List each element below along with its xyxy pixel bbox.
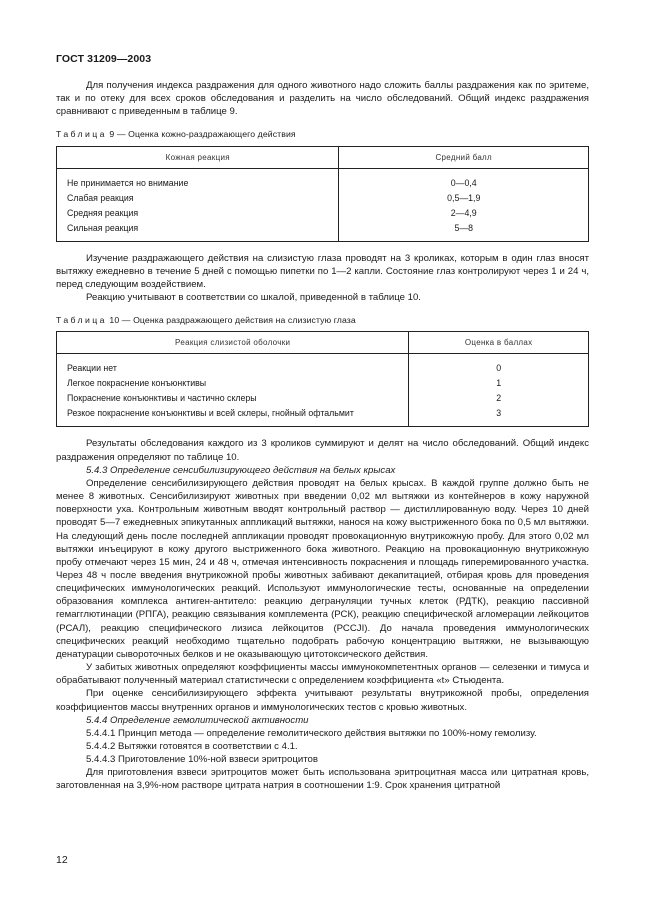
table9-header-reaction: Кожная реакция bbox=[57, 146, 339, 168]
table9-cell-reaction: Не принимается но внимание bbox=[57, 168, 339, 191]
table9-cell-score: 5—8 bbox=[339, 221, 589, 242]
table10-cell-score: 0 bbox=[409, 354, 589, 377]
table10-cell-score: 1 bbox=[409, 376, 589, 391]
table9-caption-text: 9 — Оценка кожно-раздражающего действия bbox=[106, 129, 296, 140]
paragraph-irritation-index: Для получения индекса раздражения для одного животного надо сложить баллы раздражения как по эритеме, так и по отеку для всех сроков обследования и разделить на число обследований. Общий индекс раздражения сравнивают с приведенным в таблице 9. bbox=[56, 80, 589, 118]
table-row bbox=[57, 406, 589, 427]
section-heading-5-4-4-text: 5.4.4 Определение гемолитической активности bbox=[86, 714, 309, 726]
document-header: ГОСТ 31209—2003 bbox=[56, 53, 152, 65]
table10-cell-reaction: Покраснение конъюнктивы и частично склеры bbox=[57, 391, 409, 406]
page-number: 12 bbox=[56, 854, 68, 866]
table9-caption-prefix: Таблица bbox=[56, 129, 107, 140]
table-row bbox=[57, 168, 589, 191]
table-row bbox=[57, 206, 589, 221]
table10-cell-reaction: Легкое покраснение конъюнктивы bbox=[57, 376, 409, 391]
paragraph-erythrocyte-suspension: Для приготовления взвеси эритроцитов может быть использована эритроцитная масса или цитратная кровь, заготовленная на 3,9%-ном растворе цитрата натрия в соотношении 1:9. Срок хранения цитратной bbox=[56, 767, 589, 792]
table9-cell-score: 2—4,9 bbox=[339, 206, 589, 221]
paragraph-eye-results: Результаты обследования каждого из 3 кроликов суммируют и делят на число обследований. Общий индекс раздражения определяют по таблице 10. bbox=[56, 438, 589, 463]
table9-cell-reaction: Слабая реакция bbox=[57, 191, 339, 206]
table10-header-score: Оценка в баллах bbox=[409, 332, 589, 354]
table10-header-reaction: Реакция слизистой оболочки bbox=[57, 332, 409, 354]
table-row bbox=[57, 376, 589, 391]
table10-caption bbox=[56, 314, 589, 327]
table10-caption-text: 10 — Оценка раздражающего действия на слизистую глаза bbox=[106, 315, 356, 326]
table-row bbox=[57, 221, 589, 242]
table10-cell-reaction: Резкое покраснение конъюнктивы и всей склеры, гнойный офтальмит bbox=[57, 406, 409, 427]
document-body bbox=[56, 79, 589, 793]
table10-cell-score: 3 bbox=[409, 406, 589, 427]
table9 bbox=[56, 146, 589, 242]
table10-caption-prefix: Таблица bbox=[56, 315, 107, 326]
paragraph-organ-mass: У забитых животных определяют коэффициенты массы иммунокомпетентных органов — селезенки и тимуса и обрабатывают полученный материал статистически с определением коэффициента «t» Стьюдента. bbox=[56, 662, 589, 687]
table9-cell-score: 0,5—1,9 bbox=[339, 191, 589, 206]
table10-cell-score: 2 bbox=[409, 391, 589, 406]
table-row bbox=[57, 191, 589, 206]
table9-cell-reaction: Средняя реакция bbox=[57, 206, 339, 221]
table9-cell-score: 0—0,4 bbox=[339, 168, 589, 191]
section-heading-5-4-3-text: 5.4.3 Определение сенсибилизирующего действия на белых крысах bbox=[86, 464, 396, 476]
paragraph-eye-study: Изучение раздражающего действия на слизистую глаза проводят на 3 кроликах, которым в один глаз вносят вытяжку ежедневно в течение 5 дней с помощью пипетки по 1—2 капли. Состояние глаз контролируют через 1 и 24 ч, перед следующим воздействием. bbox=[56, 252, 589, 290]
paragraph-sensitization-evaluation: При оценке сенсибилизирующего эффекта учитывают результаты внутрикожной пробы, определения коэффициентов массы внутренних органов и иммунологических тестов с кровью животных. bbox=[56, 688, 589, 713]
table10 bbox=[56, 331, 589, 427]
paragraph-5-4-4-3: 5.4.4.3 Приготовление 10%-ной взвеси эритроцитов bbox=[86, 754, 318, 766]
paragraph-eye-scale: Реакцию учитывают в соответствии со шкалой, приведенной в таблице 10. bbox=[86, 292, 421, 304]
table10-cell-reaction: Реакции нет bbox=[57, 354, 409, 377]
section-heading-5-4-3 bbox=[56, 464, 589, 477]
table9-caption bbox=[56, 128, 589, 141]
table-row bbox=[57, 354, 589, 377]
paragraph-5-4-4-1: 5.4.4.1 Принцип метода — определение гемолитического действия вытяжки по 100%-ному гемолизу. bbox=[86, 727, 537, 739]
table-row bbox=[57, 391, 589, 406]
table9-cell-reaction: Сильная реакция bbox=[57, 221, 339, 242]
paragraph-sensitization-method: Определение сенсибилизирующего действия проводят на белых крысах. В каждой группе должно быть не менее 8 животных. Сенсибилизируют животных при введении 0,02 мл вытяжки из контейнеров в кожу наружной поверхности уха. Контрольным животным вводят контрольный раствор — дистиллированную воду. Через 10 дней проводят 5—7 ежедневных эпикутанных аппликаций вытяжки, нанося на кожу выстриженного бока по 0,5 мл вытяжки. На следующий день после последней аппликации проводят провокационную внутрикожную пробу. Для этого 0,02 мл вытяжки инъецируют в кожу другого выстриженного бока животного. Реакцию на провокационную внутрикожную пробу отмечают через 15 мин, 24 и 48 ч, отмечая интенсивность покраснения и площадь гиперемированного участка. Через 48 ч после введения внутрикожной пробы животных забивают декапитацией, отбирая кровь для проведения специфических иммунологических реакций. Используют иммунологические тесты, основанные на определении образования комплекса антиген-антитело: реакцию дегрануляции тучных клеток (РДТК), реакцию пассивной гемагглютинации (РПГА), реакцию связывания комплемента (РСК), реакцию специфической агломерации лейкоцитов (РСАЛ), реакцию специфического лизиса лейкоцитов (РСCJI). До начала проведения иммунологических специфических реакций необходимо тщательно подобрать рабочую концентрацию вытяжки, не вызывающую денатурации сывороточных белков и не оказывающую цитотоксического действия. bbox=[56, 477, 589, 660]
paragraph-5-4-4-2: 5.4.4.2 Вытяжки готовятся в соответствии с 4.1. bbox=[86, 741, 298, 752]
table9-header-score: Средний балл bbox=[339, 146, 589, 168]
section-heading-5-4-4 bbox=[56, 714, 589, 727]
